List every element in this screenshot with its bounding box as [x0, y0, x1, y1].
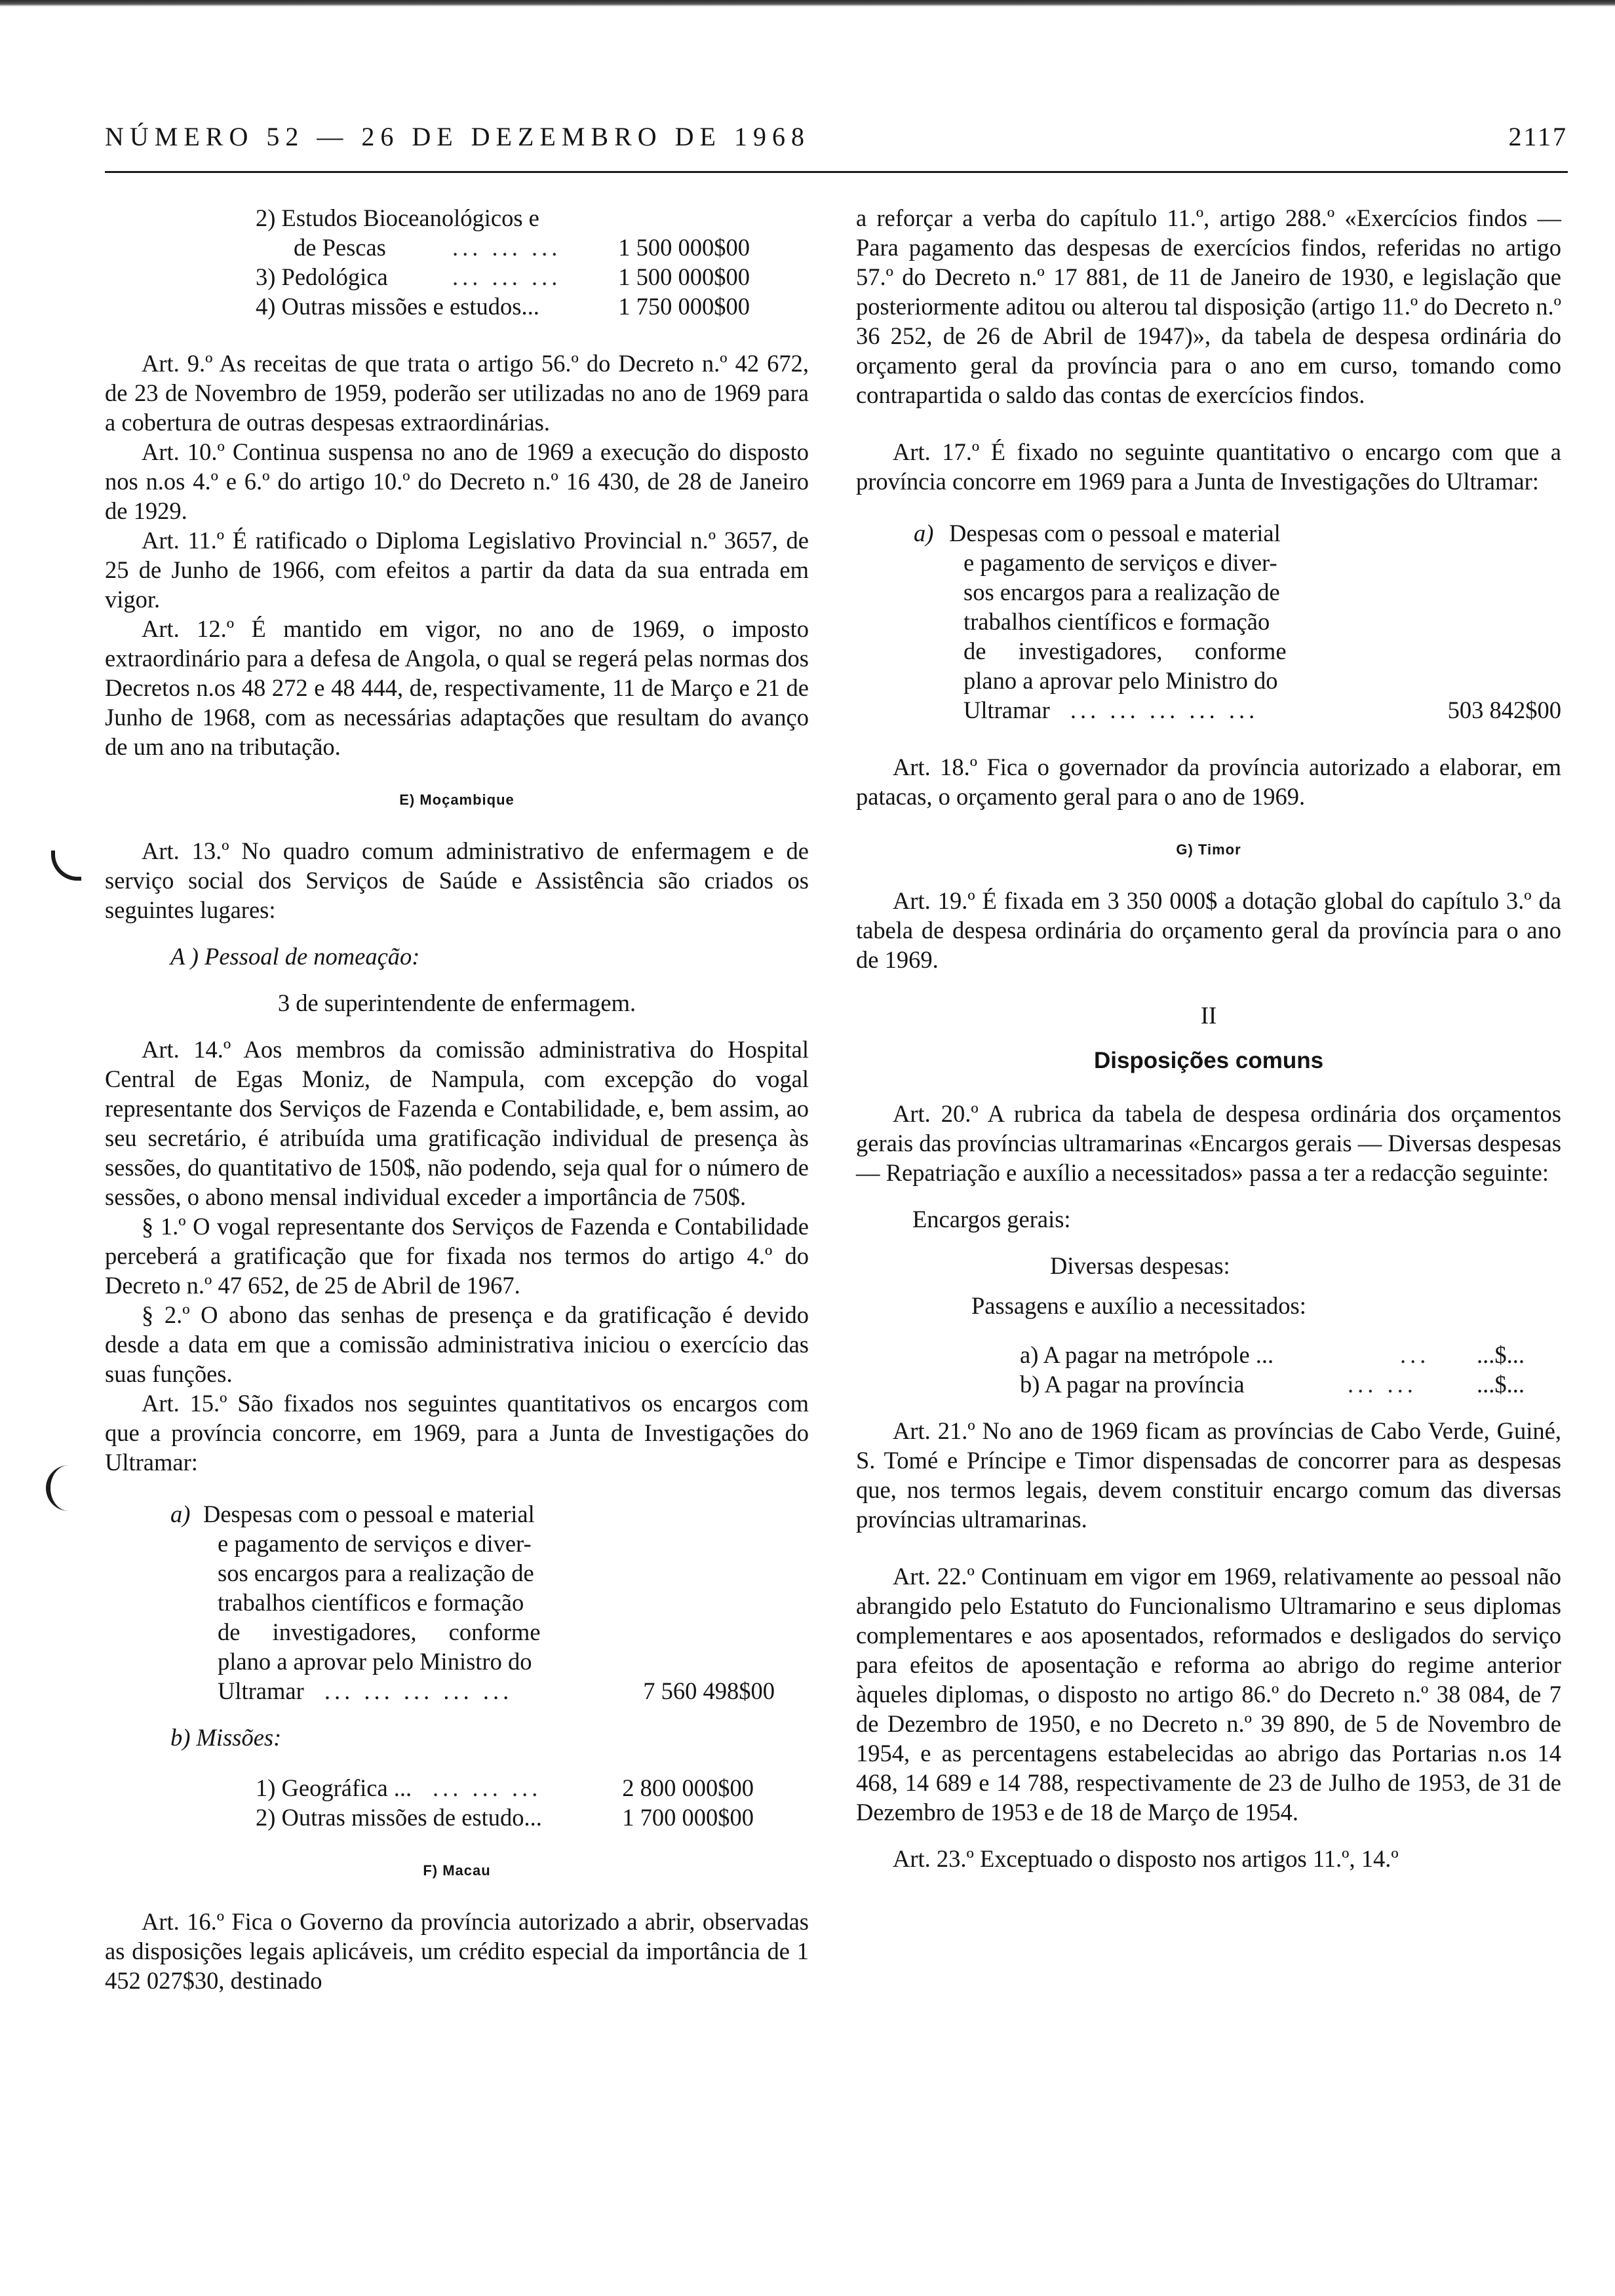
item-line: de investigadores, conforme: [963, 638, 1287, 664]
article-20-line-1: Encargos gerais:: [912, 1206, 1071, 1233]
item-value: 503 842$00: [1447, 697, 1561, 723]
article-15: Art. 15.º São fixados nos seguintes quantitativos os encargos com que a província concorre, em 1969, para a Junta de Investigações do Ultramar:: [105, 1390, 809, 1476]
article-12: Art. 12.º É mantido em vigor, no ano de 1969, o imposto extraordinário para a defesa de Angola, o qual se regerá pelas normas dos Decretos n.os 48 272 e 48 444, de, respectivamente, 11 de Março e 21 de Junho de 1968, com as necessárias adaptações que resultam do avanço de um ano na tributação.: [105, 615, 809, 760]
item-line: de investigadores, conforme: [218, 1618, 541, 1645]
article-14-paragraph-2: § 2.º O abono das senhas de presença e da gratificação é devido desde a data em que a comissão administrativa iniciou o exercício das suas funções.: [105, 1301, 809, 1387]
list-item-dots: ... ... ...: [452, 234, 562, 261]
list-item-dots: ... ... ...: [452, 263, 562, 290]
item-line: trabalhos científicos e formação: [963, 608, 1270, 635]
article-13-item: 3 de superintendente de enfermagem.: [277, 989, 636, 1016]
margin-mark: [51, 851, 81, 881]
article-19: Art. 19.º É fixada em 3 350 000$ a dotação global do capítulo 3.º da tabela de despesa ordinária do orçamento geral da província para o ano de 1969.: [856, 887, 1561, 973]
article-14: Art. 14.º Aos membros da comissão administrativa do Hospital Central de Egas Moniz, de Nampula, com excepção do vogal representante dos Serviços de Fazenda e Contabilidade, e, bem assim, ao seu secretário, é atribuída uma gratificação individual de presença às sessões, do quantitativo de 150$, não podendo, seja qual for o número de sessões, o abono mensal individual exceder a importância de 750$.: [105, 1036, 809, 1210]
list-item-label: a) A pagar na metrópole ...: [1020, 1341, 1274, 1368]
list-item-label: 2) Estudos Bioceanológicos e: [256, 204, 539, 231]
right-column: [856, 203, 1561, 2267]
list-item: [256, 1803, 754, 1832]
section-title-common: Disposições comuns: [1093, 1048, 1324, 1073]
page-header: [105, 115, 1568, 167]
article-17-item-a: [856, 518, 1561, 725]
article-15-item-b: b) Missões:: [170, 1724, 282, 1751]
part-number: II: [1200, 1002, 1217, 1029]
article-20-line-3: Passagens e auxílio a necessitados:: [971, 1292, 1306, 1319]
article-16: Art. 16.º Fica o Governo da província autorizado a abrir, observadas as disposições legais aplicáveis, um crédito especial da importância de 1 452 027$30, destinado: [105, 1908, 809, 1994]
article-20-line-2: Diversas despesas:: [1050, 1252, 1230, 1279]
list-item-label: 2) Outras missões de estudo...: [256, 1804, 542, 1831]
item-line: sos encargos para a realização de: [218, 1559, 534, 1586]
section-heading-timor: G) Timor: [1176, 841, 1241, 858]
list-item: [1020, 1340, 1525, 1369]
article-20-items: [1020, 1340, 1525, 1399]
article-22: Art. 22.º Continuam em vigor em 1969, relativamente ao pessoal não abrangido pelo Estatuto do Funcionalismo Ultramarino e seus diplomas complementares e aos aposentados, reformados e desligados do serviço para efeitos de aposentação e reforma ao abrigo do regime anterior àqueles diplomas, o disposto no artigo 86.º do Decreto n.º 38 084, de 7 de Dezembro de 1950, e no Decreto n.º 39 890, de 5 de Novembro de 1954, e as percentagens estabelecidas ao abrigo das Portarias n.os 14 468, 14 689 e 14 788, respectivamente de 23 de Julho de 1953, de 31 de Dezembro de 1953 e de 18 de Março de 1954.: [856, 1563, 1561, 1826]
item-line: trabalhos científicos e formação: [218, 1589, 524, 1616]
list-item: [256, 233, 750, 262]
page-number: 2117: [1508, 122, 1568, 151]
item-line: Despesas com o pessoal e material: [949, 520, 1281, 546]
article-17: Art. 17.º É fixado no seguinte quantitativo o encargo com que a província concorre em 1969 para a Junta de Investigações do Ultramar:: [856, 438, 1561, 495]
list-item-label: 1) Geográfica ...: [256, 1774, 412, 1801]
article-10: Art. 10.º Continua suspensa no ano de 1969 a execução do disposto nos n.os 4.º e 6.º do artigo 10.º do Decreto n.º 16 430, de 28 de Janeiro de 1929.: [105, 438, 809, 524]
list-item-label: 3) Pedológica: [256, 263, 388, 290]
item-line: e pagamento de serviços e diver-: [963, 549, 1277, 576]
list-item-value: 2 800 000$00: [622, 1774, 754, 1801]
margin-mark: [46, 1465, 74, 1511]
article-20: Art. 20.º A rubrica da tabela de despesa ordinária dos orçamentos gerais das províncias ultramarinas «Encargos gerais — Diversas despesas — Repatriação e auxílio a necessitados» passa a ter a redacção seguinte:: [856, 1100, 1561, 1186]
list-item: [256, 262, 750, 292]
item-line: e pagamento de serviços e diver-: [218, 1530, 532, 1557]
list-item-value: 1 500 000$00: [618, 263, 750, 290]
list-item: [256, 1773, 754, 1803]
article-13-subheading: A ) Pessoal de nomeação:: [170, 943, 420, 970]
item-line: Despesas com o pessoal e material: [203, 1501, 535, 1527]
list-item-label: 4) Outras missões e estudos...: [256, 293, 539, 320]
item-total-line: [914, 695, 1561, 725]
article-13: Art. 13.º No quadro comum administrativo de enfermagem e de serviço social dos Serviços de Saúde e Assistência são criados os seguintes lugares:: [105, 837, 809, 923]
list-item-label: b) A pagar na província: [1020, 1371, 1245, 1398]
list-item-dots: ...: [1400, 1341, 1430, 1368]
article-18: Art. 18.º Fica o governador da província autorizado a elaborar, em patacas, o orçamento geral para o ano de 1969.: [856, 754, 1561, 810]
scan-edge: [0, 0, 1615, 7]
item-last-label: Ultramar: [218, 1677, 304, 1704]
list-item-value: 1 500 000$00: [618, 234, 750, 261]
item-label: a): [914, 520, 934, 546]
list-item-dots: ... ... ...: [433, 1774, 542, 1801]
article-9: Art. 9.º As receitas de que trata o artigo 56.º do Decreto n.º 42 672, de 23 de Novembro de 1959, poderão ser utilizadas no ano de 1969 para a cobertura de outras despesas extraordinárias.: [105, 350, 809, 436]
section-heading-macau: F) Macau: [423, 1862, 491, 1879]
list-item-label: de Pescas: [294, 234, 386, 261]
item-line: sos encargos para a realização de: [963, 579, 1280, 605]
header-rule: [105, 171, 1568, 173]
article-21: Art. 21.º No ano de 1969 ficam as províncias de Cabo Verde, Guiné, S. Tomé e Príncipe e Timor dispensadas de concorrer para as despesas que, nos termos legais, devem constituir encargo comum das diversas províncias ultramarinas.: [856, 1417, 1561, 1533]
item-label: a): [170, 1501, 191, 1527]
item-line: plano a aprovar pelo Ministro do: [218, 1648, 532, 1675]
item-dots: ... ... ... ... ...: [324, 1677, 513, 1704]
item-last-label: Ultramar: [963, 697, 1050, 723]
item-value: 7 560 498$00: [643, 1677, 775, 1704]
list-item-dots: ... ...: [1348, 1371, 1417, 1398]
article-15-item-a: [105, 1499, 809, 1706]
article-16-continued: a reforçar a verba do capítulo 11.º, artigo 288.º «Exercícios findos — Para pagamento das despesas de exercícios findos, referidas no artigo 57.º do Decreto n.º 17 881, de 11 de Janeiro de 1930, e legislação que posteriormente aditou ou alterou tal disposição (artigo 11.º do Decreto n.º 36 252, de 26 de Abril de 1947)», da tabela de despesa ordinária do orçamento geral da província para o ano em curso, tomando como contrapartida o saldo das contas de exercícios findos.: [856, 204, 1561, 408]
article-14-paragraph-1: § 1.º O vogal representante dos Serviços de Fazenda e Contabilidade perceberá a gratificação que for fixada nos termos do artigo 4.º do Decreto n.º 47 652, de 25 de Abril de 1967.: [105, 1213, 809, 1299]
left-column: [105, 203, 809, 2267]
issue-title: NÚMERO 52 — 26 DE DEZEMBRO DE 1968: [105, 122, 810, 151]
list-item-value: ...$...: [1477, 1341, 1525, 1368]
missions-list: [256, 203, 750, 321]
list-item-value: ...$...: [1477, 1371, 1525, 1398]
article-11: Art. 11.º É ratificado o Diploma Legislativo Provincial n.º 3657, de 25 de Junho de 1966, com efeitos a partir da data da sua entrada em vigor.: [105, 527, 809, 613]
article-15-missions: [256, 1773, 754, 1832]
list-item: [1020, 1369, 1525, 1399]
list-item-value: 1 700 000$00: [622, 1804, 754, 1831]
item-dots: ... ... ... ... ...: [1070, 697, 1259, 723]
item-total-line: [170, 1676, 809, 1706]
section-heading-mocambique: E) Moçambique: [399, 792, 515, 808]
article-23: Art. 23.º Exceptuado o disposto nos artigos 11.º, 14.º: [893, 1845, 1399, 1872]
item-line: plano a aprovar pelo Ministro do: [963, 667, 1278, 694]
list-item: [256, 203, 750, 233]
list-item: [256, 292, 750, 321]
list-item-value: 1 750 000$00: [618, 293, 750, 320]
